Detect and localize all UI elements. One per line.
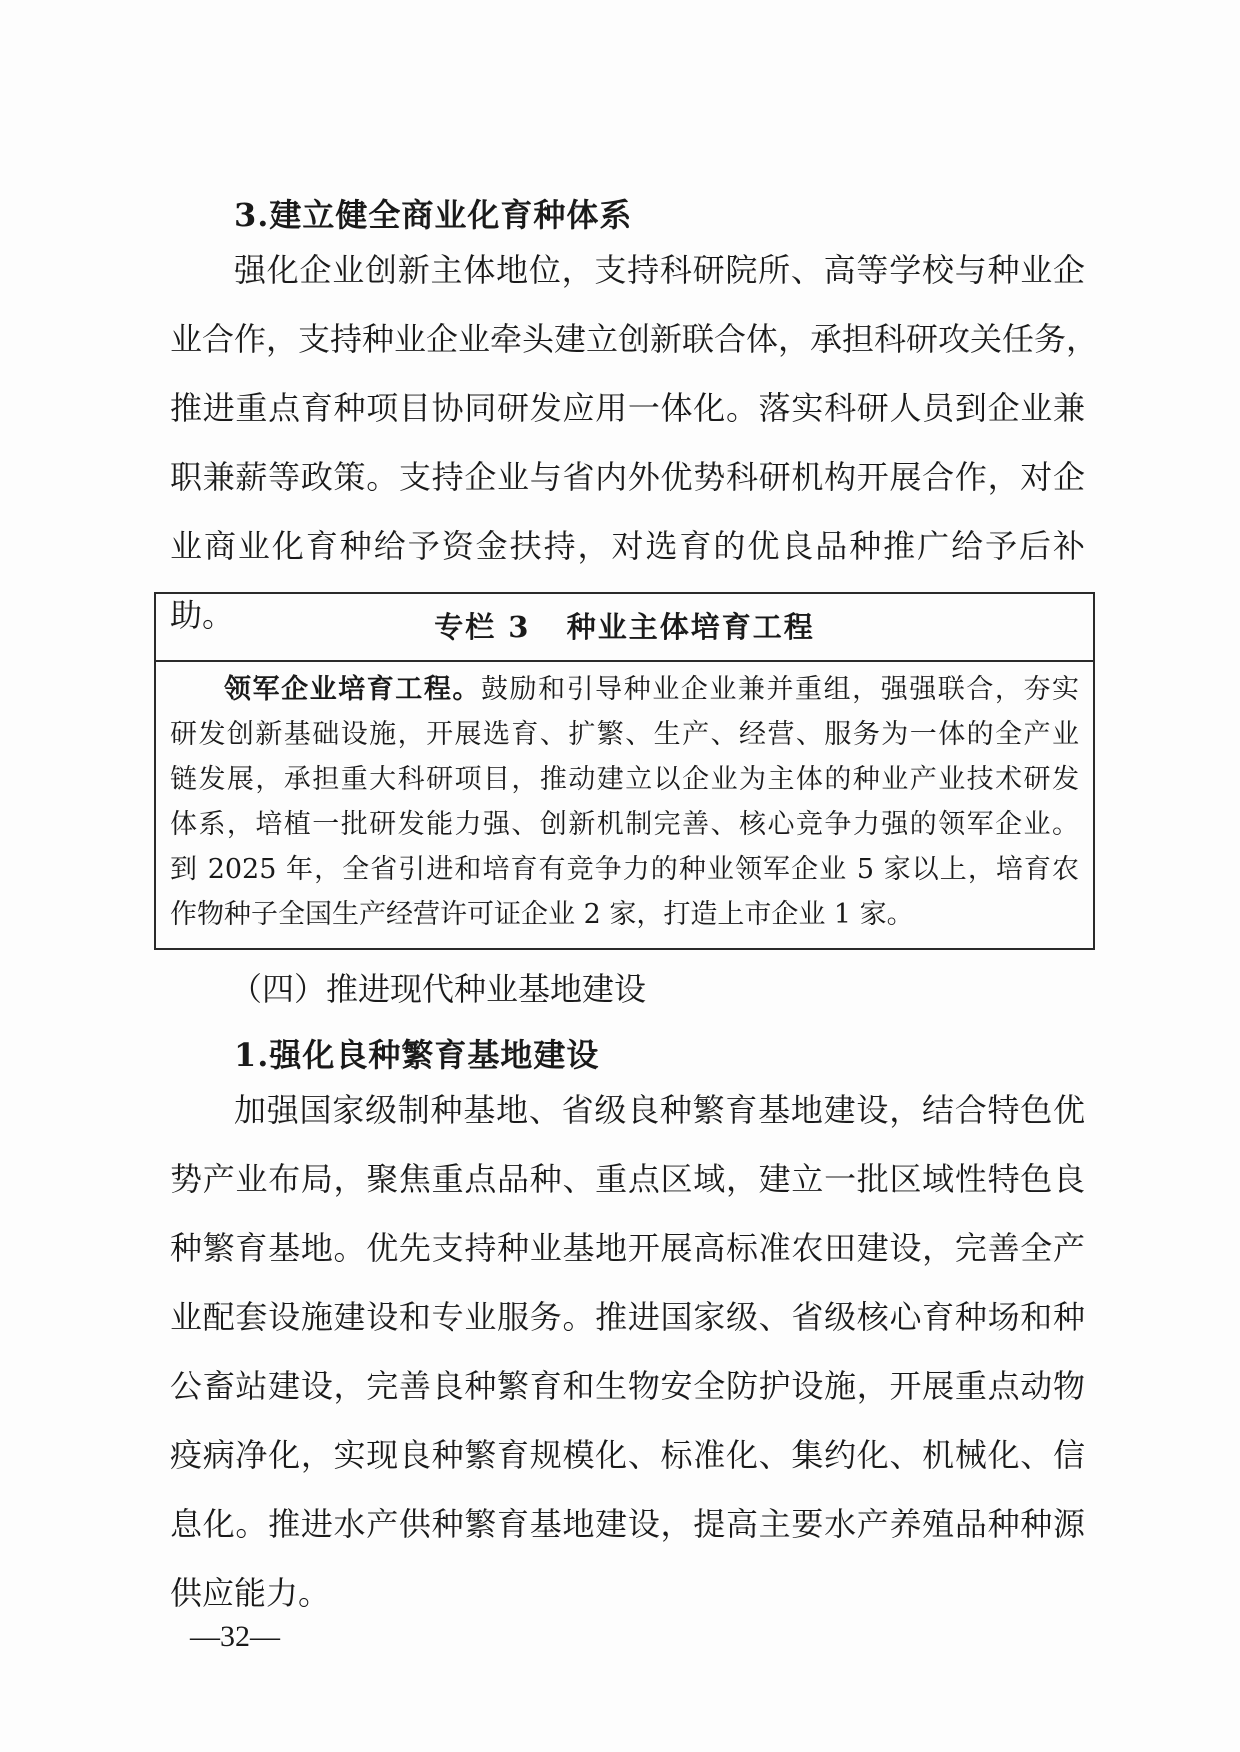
- column-box-lead-line: [170, 667, 1079, 712]
- section-3-paragraph: [170, 236, 1099, 650]
- section-1-paragraph: [170, 1076, 1085, 1628]
- paragraph-line: 业合作，支持种业企业牵头建立创新联合体，承担科研攻关任务，: [170, 320, 1099, 358]
- column-box-lead-rest: 鼓励和引导种业企业兼并重组，强强联合，夯实: [480, 674, 1080, 705]
- column-box-line: 体系，培植一批研发能力强、创新机制完善、核心竞争力强的领军企业。: [170, 809, 1079, 840]
- paragraph-line: 助。: [170, 596, 235, 634]
- paragraph-line: 业商业化育种给予资金扶持，对选育的优良品种推广给予后补: [170, 527, 1085, 565]
- paragraph-line: 强化企业创新主体地位，支持科研院所、高等学校与种业企: [234, 251, 1085, 289]
- page-number: —32—: [190, 1620, 280, 1653]
- paragraph-line: 公畜站建设，完善良种繁育和生物安全防护设施，开展重点动物: [170, 1367, 1085, 1405]
- column-box-line: 作物种子全国生产经营许可证企业 2 家，打造上市企业 1 家。: [170, 899, 914, 930]
- column-box-lead-bold: 领军企业培育工程。: [224, 674, 481, 705]
- section-heading-3: 3.建立健全商业化育种体系: [234, 196, 633, 234]
- paragraph-line: 疫病净化，实现良种繁育规模化、标准化、集约化、机械化、信: [170, 1436, 1085, 1474]
- paragraph-line: 供应能力。: [170, 1574, 331, 1612]
- column-box: [154, 592, 1095, 950]
- paragraph-line: 种繁育基地。优先支持种业基地开展高标准农田建设，完善全产: [170, 1229, 1085, 1267]
- paragraph-line: 职兼薪等政策。支持企业与省内外优势科研机构开展合作，对企: [170, 458, 1085, 496]
- column-box-line: 研发创新基础设施，开展选育、扩繁、生产、经营、服务为一体的全产业: [170, 719, 1079, 750]
- column-box-title: 专栏 3 种业主体培育工程: [156, 594, 1093, 662]
- paragraph-line: 势产业布局，聚焦重点品种、重点区域，建立一批区域性特色良: [170, 1160, 1085, 1198]
- paragraph-line: 息化。推进水产供种繁育基地建设，提高主要水产养殖品种种源: [170, 1505, 1085, 1543]
- column-box-line: 链发展，承担重大科研项目，推动建立以企业为主体的种业产业技术研发: [170, 764, 1079, 795]
- paragraph-line: 推进重点育种项目协同研发应用一体化。落实科研人员到企业兼: [170, 389, 1085, 427]
- paragraph-line: 业配套设施建设和专业服务。推进国家级、省级核心育种场和种: [170, 1298, 1085, 1336]
- paragraph-line: 加强国家级制种基地、省级良种繁育基地建设，结合特色优: [234, 1091, 1085, 1129]
- part-4-heading: （四）推进现代种业基地建设: [230, 970, 647, 1008]
- column-box-body: [156, 662, 1093, 937]
- column-box-line: 到 2025 年，全省引进和培育有竞争力的种业领军企业 5 家以上，培育农: [170, 854, 1079, 885]
- section-heading-1: 1.强化良种繁育基地建设: [234, 1036, 600, 1074]
